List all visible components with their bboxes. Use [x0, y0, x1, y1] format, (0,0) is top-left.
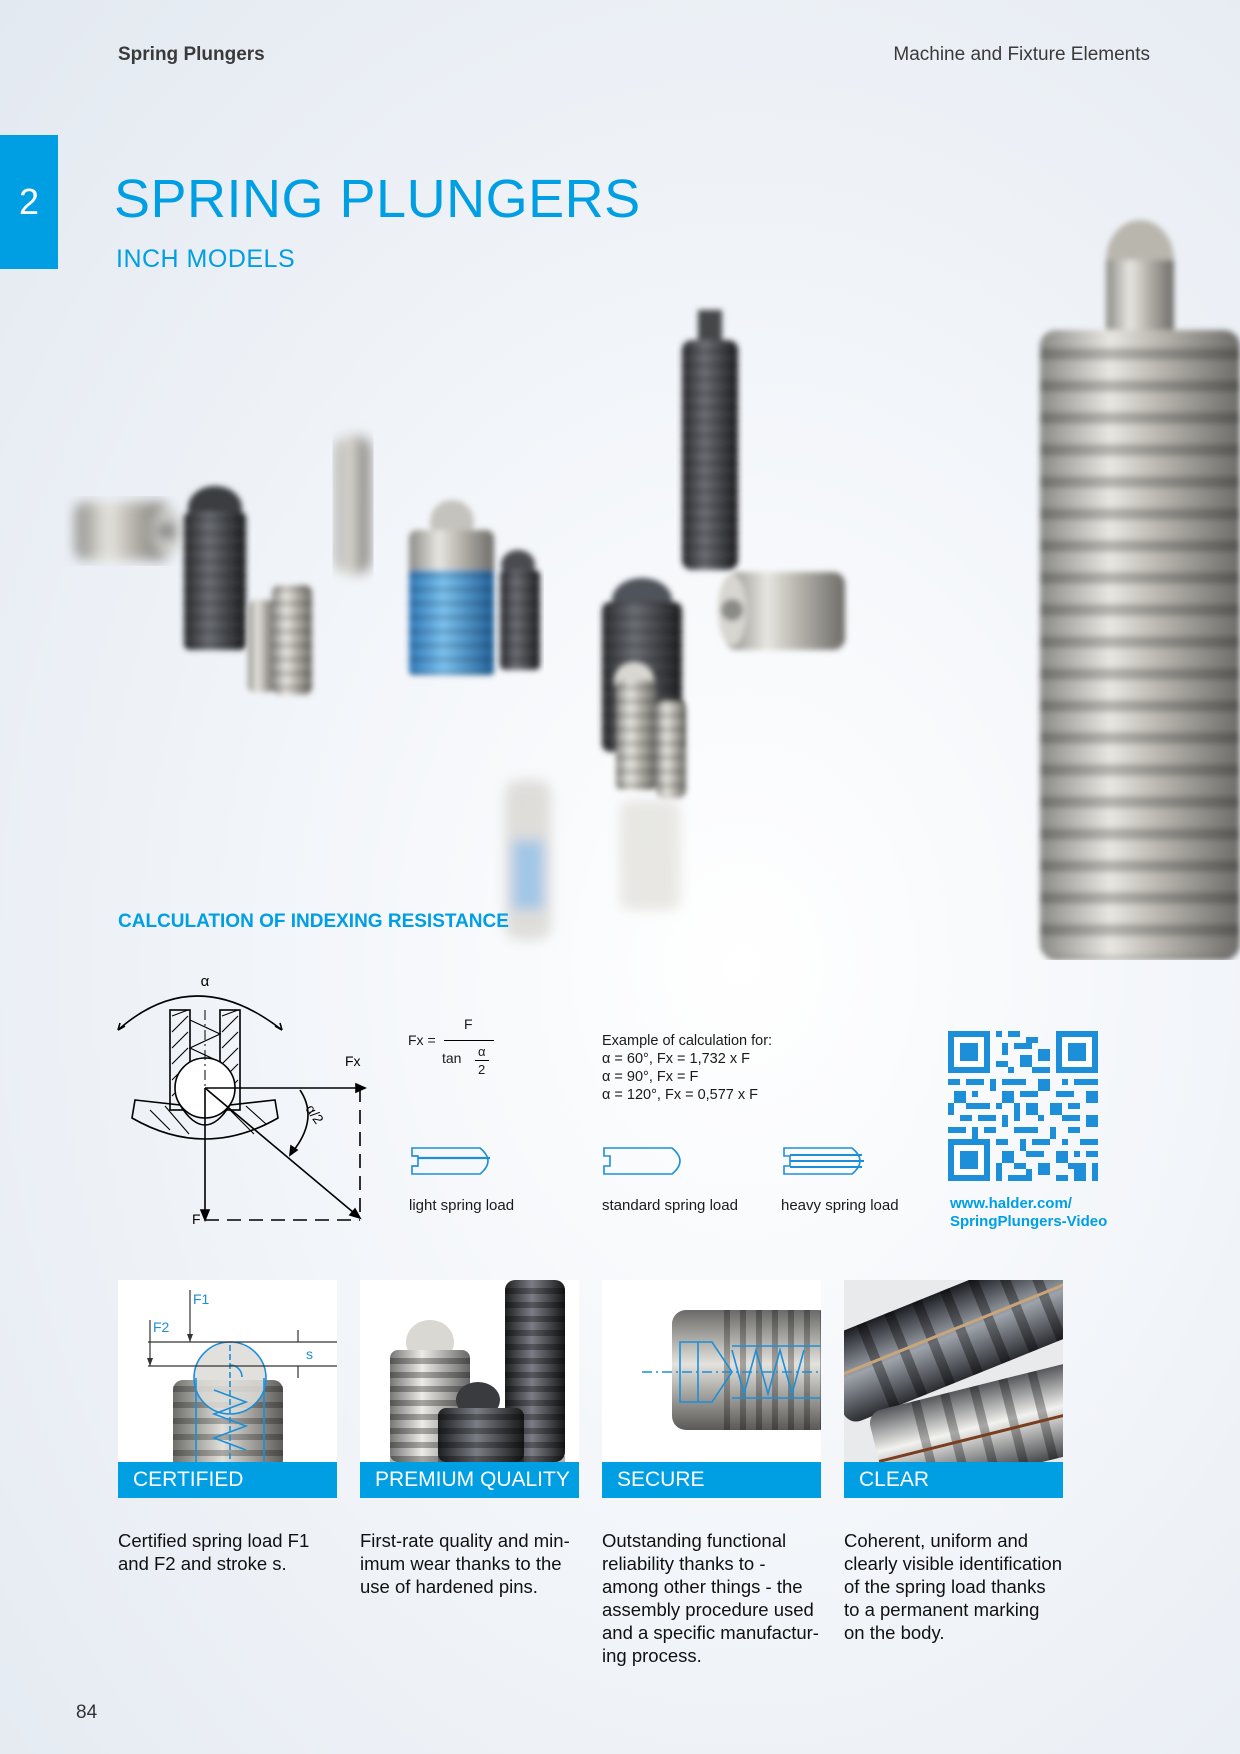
example-line: α = 90°, Fx = F: [602, 1069, 699, 1085]
feature-card-clear: [844, 1280, 1063, 1498]
video-link-line2[interactable]: SpringPlungers-Video: [950, 1213, 1108, 1230]
fraction-line: [444, 1040, 494, 1041]
feature-card-certified: [118, 1280, 337, 1498]
desc-line: assembly procedure used: [602, 1599, 814, 1620]
feature-label: CLEAR: [844, 1462, 1063, 1498]
desc-line: among other things - the: [602, 1576, 803, 1597]
label-f1: F1: [193, 1291, 210, 1307]
desc-line: Coherent, uniform and: [844, 1530, 1029, 1551]
desc-line: to a permanent marking: [844, 1599, 1040, 1620]
heavy-spring-load-icon: [780, 1138, 872, 1184]
formula-alpha: α: [478, 1044, 486, 1059]
desc-line: Certified spring load F1: [118, 1530, 310, 1551]
feature-desc-certified: [118, 1529, 346, 1575]
chapter-tab: [0, 135, 58, 269]
feature-desc-premium-quality: [360, 1529, 588, 1598]
page-subtitle: INCH MODELS: [116, 245, 296, 273]
running-header-right: Machine and Fixture Elements: [893, 44, 1150, 65]
page-number: 84: [76, 1702, 98, 1723]
standard-spring-load-label: standard spring load: [602, 1197, 738, 1214]
formula: [406, 1010, 516, 1090]
diagram-half-alpha: α/2: [302, 1101, 328, 1127]
secure-cutaway-image: [602, 1280, 821, 1462]
formula-two: 2: [478, 1062, 486, 1077]
desc-line: ing process.: [602, 1645, 702, 1666]
page-title: SPRING PLUNGERS: [114, 169, 641, 229]
label-f2: F2: [153, 1319, 170, 1335]
light-spring-load-label: light spring load: [409, 1197, 515, 1214]
desc-line: use of hardened pins.: [360, 1576, 538, 1597]
desc-line: First-rate quality and min-: [360, 1530, 570, 1551]
desc-line: and F2 and stroke s.: [118, 1553, 287, 1574]
diagram-alpha: α: [200, 973, 210, 990]
indexing-resistance-diagram: [110, 970, 380, 1235]
feature-card-premium-quality: [360, 1280, 579, 1498]
feature-desc-clear: [844, 1529, 1072, 1644]
premium-quality-image: [360, 1280, 579, 1462]
desc-line: Outstanding functional: [602, 1530, 787, 1551]
formula-numerator: F: [464, 1016, 473, 1032]
example-line: α = 120°, Fx = 0,577 x F: [602, 1087, 759, 1103]
example-intro: Example of calculation for:: [602, 1033, 773, 1049]
feature-label: PREMIUM QUALITY: [360, 1462, 579, 1498]
light-spring-load-icon: [408, 1138, 500, 1184]
half-fraction-line: [475, 1060, 489, 1061]
hero-product-photo: [60, 200, 1240, 960]
formula-lhs: Fx =: [408, 1032, 436, 1048]
feature-label: SECURE: [602, 1462, 821, 1498]
qr-code[interactable]: [948, 1031, 1098, 1181]
feature-card-secure: [602, 1280, 821, 1498]
desc-line: imum wear thanks to the: [360, 1553, 562, 1574]
desc-line: clearly visible identification: [844, 1553, 1062, 1574]
feature-desc-secure: [602, 1529, 830, 1667]
standard-spring-load-icon: [600, 1138, 692, 1184]
calculation-example: [602, 1032, 772, 1104]
label-s: s: [306, 1346, 313, 1362]
desc-line: of the spring load thanks: [844, 1576, 1046, 1597]
diagram-f: F: [192, 1211, 201, 1227]
desc-line: and a specific manufactur-: [602, 1622, 819, 1643]
section-heading: CALCULATION OF INDEXING RESISTANCE: [118, 911, 509, 932]
video-link[interactable]: [950, 1195, 1107, 1231]
video-link-line1[interactable]: www.halder.com/: [950, 1195, 1072, 1212]
clear-marking-image: [844, 1280, 1063, 1462]
running-header-left: Spring Plungers: [118, 44, 265, 65]
heavy-spring-load-label: heavy spring load: [781, 1197, 899, 1214]
certified-diagram-image: [118, 1280, 337, 1462]
diagram-fx: Fx: [345, 1053, 361, 1069]
example-line: α = 60°, Fx = 1,732 x F: [602, 1051, 750, 1067]
chapter-number: 2: [18, 181, 40, 222]
desc-line: on the body.: [844, 1622, 945, 1643]
desc-line: reliability thanks to -: [602, 1553, 766, 1574]
formula-tan: tan: [442, 1050, 462, 1066]
feature-label: CERTIFIED: [118, 1462, 337, 1498]
